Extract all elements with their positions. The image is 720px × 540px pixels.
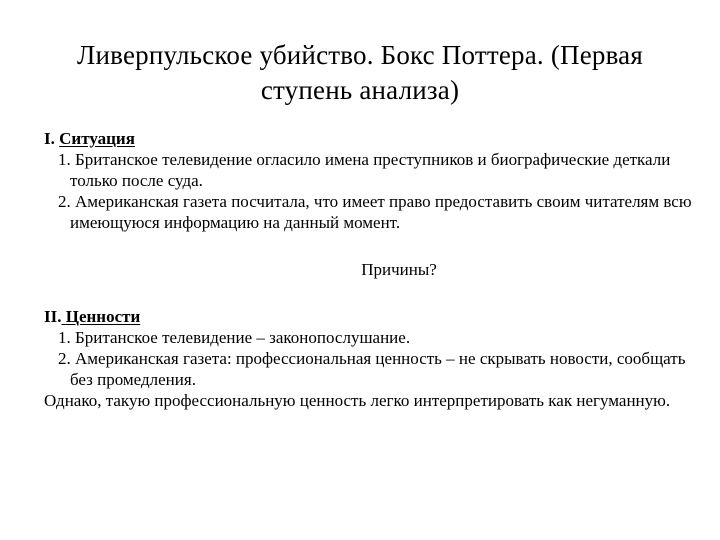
slide-title <box>20 38 700 108</box>
section-1-heading <box>44 128 694 149</box>
section-1-item-1: 1. Британское телевидение огласило имена преступников и биографические деткали только после суда. <box>58 150 671 190</box>
section-2-title-text: Ценности <box>65 307 141 326</box>
title-line-2: ступень анализа) <box>260 75 460 105</box>
title-line-1: Ливерпульское убийство. Бокс Поттера. (Первая <box>77 40 643 70</box>
section-2-item-1: 1. Британское телевидение – законопослушание. <box>58 328 411 347</box>
section-2-conclusion: Однако, такую профессиональную ценность легко интерпретировать как негуманную. <box>44 391 671 410</box>
slide-body <box>44 128 694 411</box>
section-1-title: Ситуация <box>59 129 135 148</box>
section-1-item-2: 2. Американская газета посчитала, что имеет право предоставить своим читателям всю имеющуюся информацию на данный момент. <box>58 192 692 232</box>
section-2-title <box>61 307 140 326</box>
section-2-item-2: 2. Американская газета: профессиональная ценность – не скрывать новости, сообщать без промедления. <box>58 349 686 389</box>
question-text: Причины? <box>361 260 437 279</box>
section-1-number: I. <box>44 129 55 148</box>
section-2-number: II. <box>44 307 62 326</box>
section-2-heading <box>44 306 694 327</box>
